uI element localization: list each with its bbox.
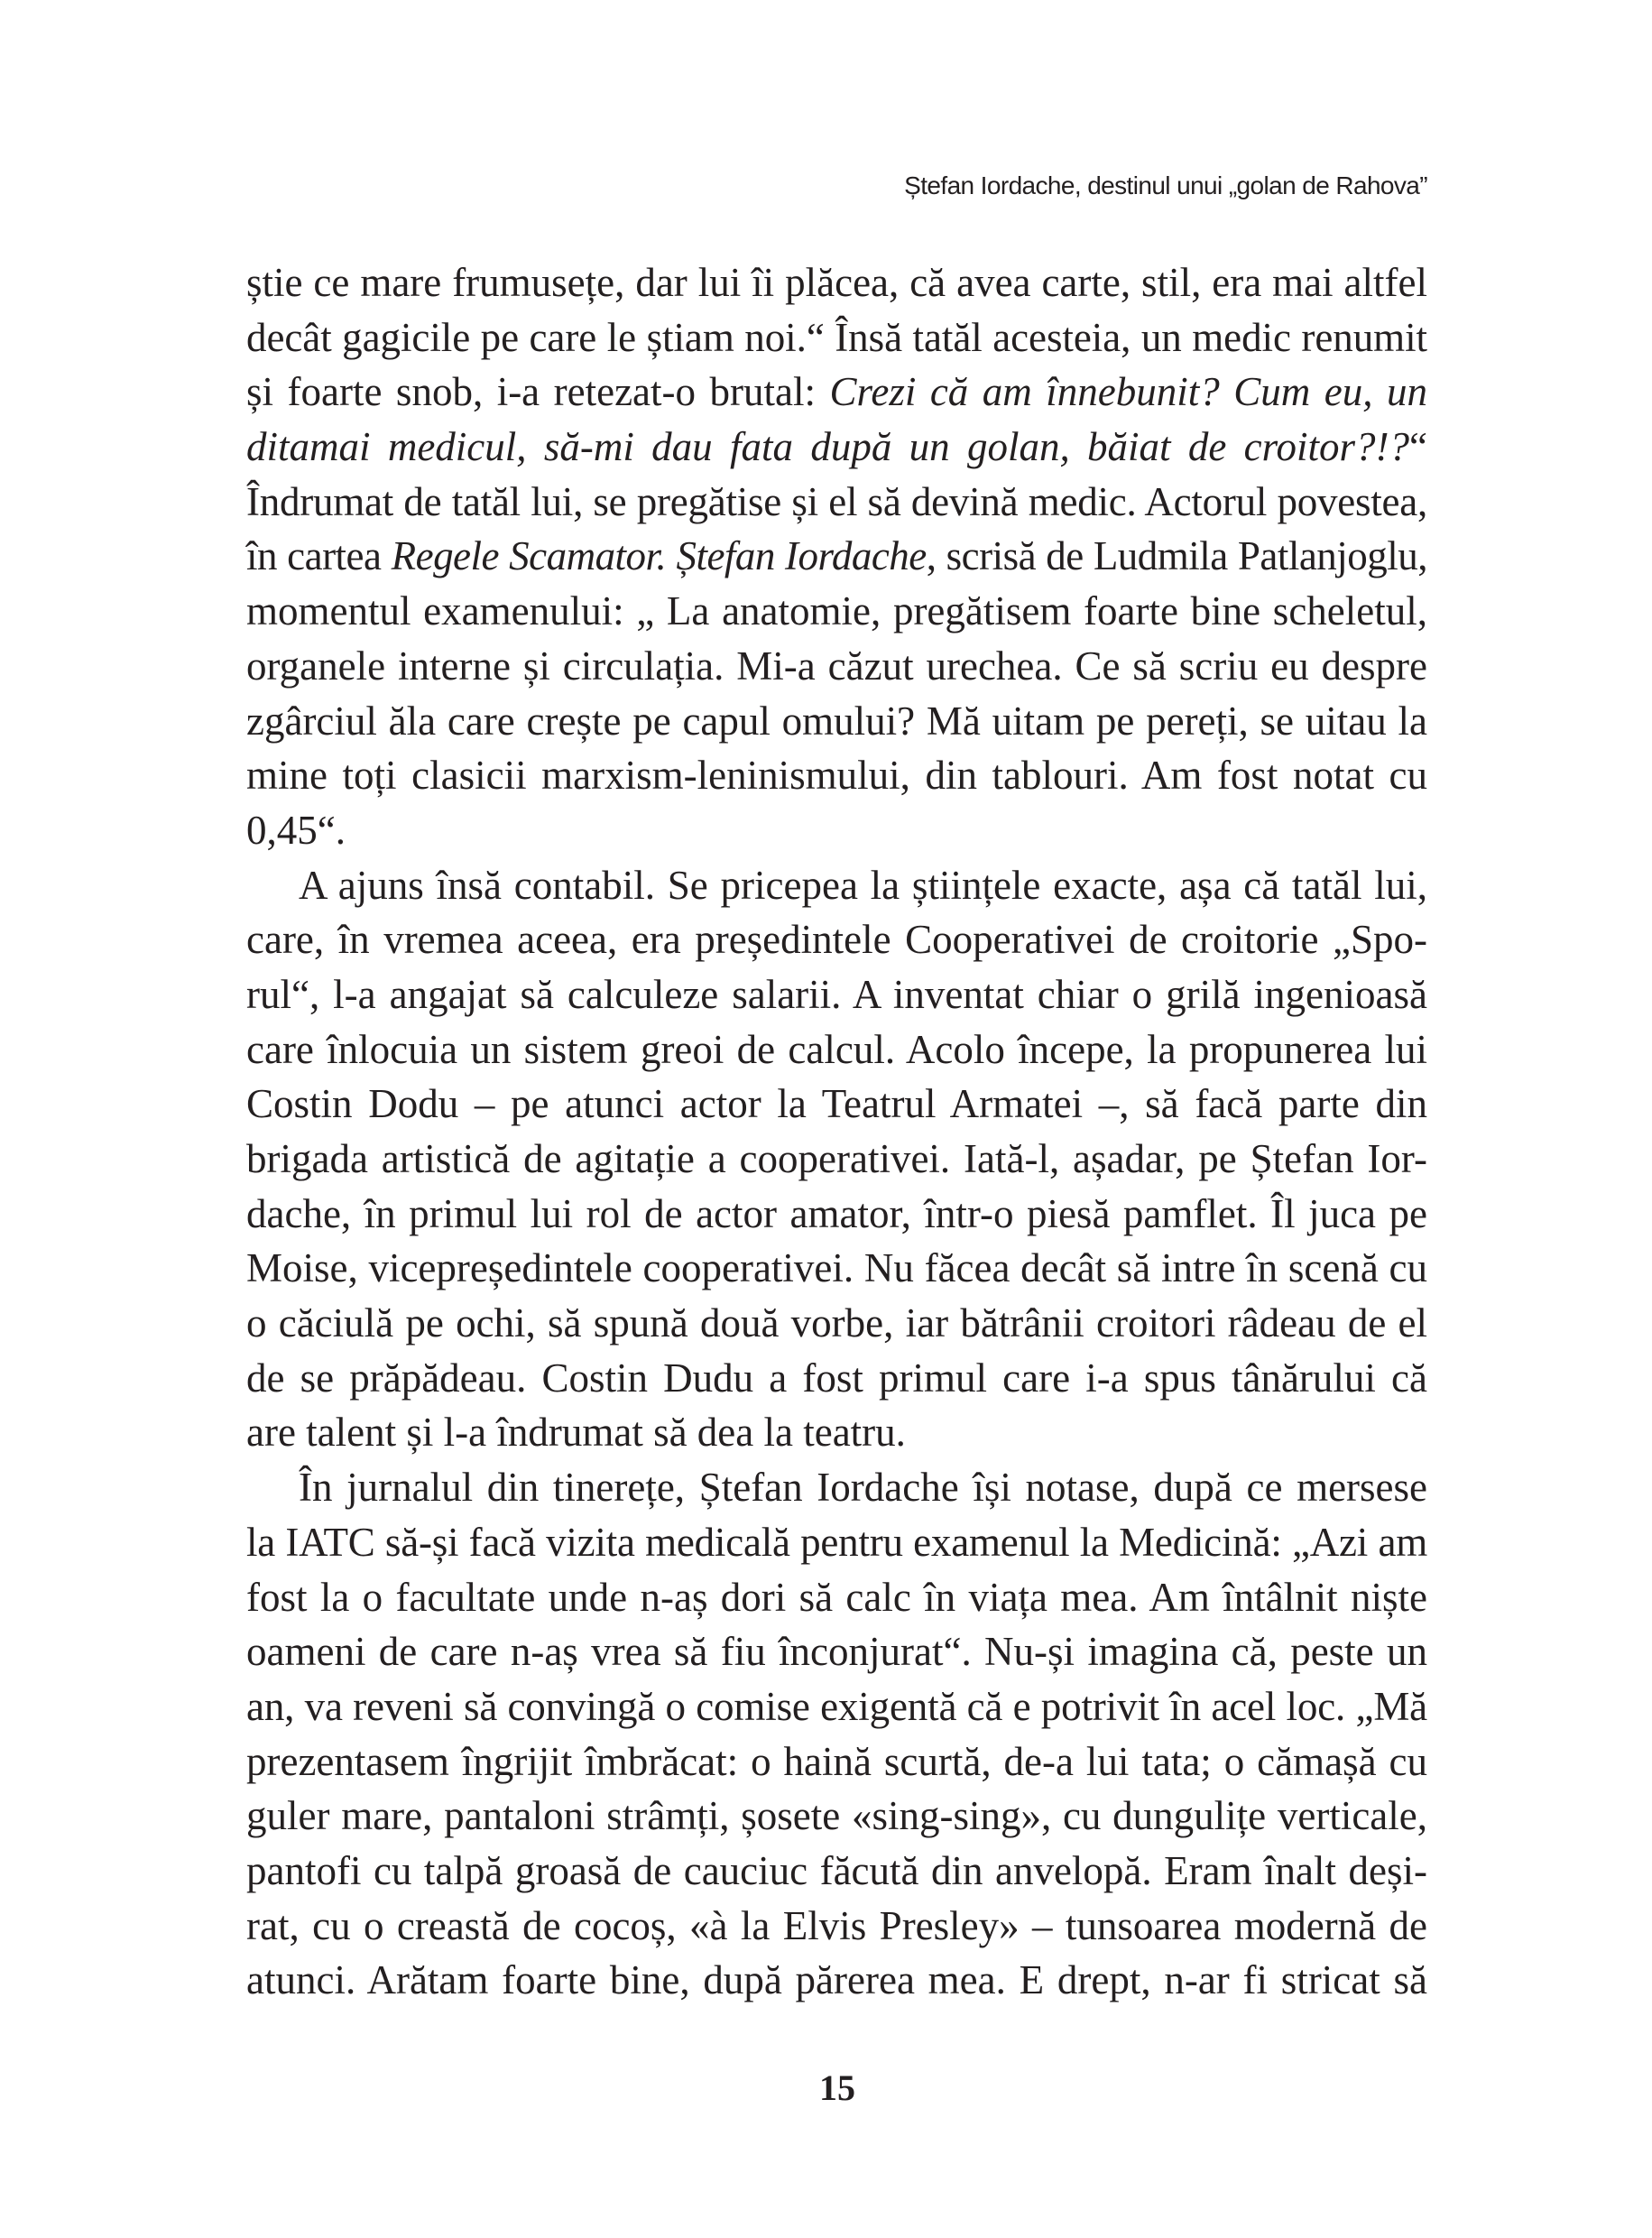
text-segment: momentul examenului: „ La anatomie, pregătisem foarte bine scheletul, — [246, 588, 1427, 634]
text-line — [246, 584, 1427, 639]
text-segment: zgârciul ăla care crește pe capul omului? Mă uitam pe pereți, se uitau la — [246, 698, 1427, 744]
text-segment: rul“, l-a angajat să calculeze salarii. A inventat chiar o grilă ingenioasă — [246, 971, 1427, 1017]
text-segment: dache, în primul lui rol de actor amator, într-o piesă pamflet. Îl juca pe — [246, 1190, 1427, 1236]
text-segment: 0,45“. — [246, 807, 346, 853]
text-segment: o căciulă pe ochi, să spună două vorbe, iar bătrânii croitori râdeau de el — [246, 1300, 1427, 1346]
text-line — [246, 1351, 1427, 1406]
text-segment: Moise, vicepreședintele cooperativei. Nu făcea decât să intre în scenă cu — [246, 1245, 1427, 1291]
text-line — [246, 1460, 1427, 1515]
text-line — [246, 365, 1427, 420]
text-segment: Costin Dodu – pe atunci actor la Teatrul Armatei –, să facă parte din — [246, 1081, 1427, 1127]
text-segment: organele interne și circulația. Mi-a căzut urechea. Ce să scriu eu despre — [246, 643, 1427, 689]
text-segment: A ajuns însă contabil. Se pricepea la științele exacte, așa că tatăl lui, — [299, 862, 1427, 908]
text-line — [246, 1077, 1427, 1132]
text-line — [246, 1515, 1427, 1570]
page-number: 15 — [819, 2067, 855, 2108]
text-segment: Îndrumat de tatăl lui, se pregătise și el să devină medic. Actorul povestea, — [246, 478, 1427, 524]
text-line — [246, 310, 1427, 365]
text-line — [246, 529, 1427, 584]
text-segment: care, în vremea aceea, era președintele Cooperativei de croitorie „Spo- — [246, 917, 1427, 963]
text-segment: rat, cu o creastă de cocoș, «à la Elvis Presley» – tunsoarea modernă de — [246, 1902, 1427, 1948]
text-segment: prezentasem îngrijit îmbrăcat: o haină scurtă, de-a lui tata; o cămașă cu — [246, 1738, 1427, 1784]
text-line — [246, 420, 1427, 475]
text-segment: În jurnalul din tinerețe, Ștefan Iordache își notase, după ce mersese — [299, 1465, 1427, 1511]
text-segment: oameni de care n-aș vrea să fiu înconjurat“. Nu-și imagina că, peste un — [246, 1629, 1427, 1675]
italic-text: ditamai medicul, să-mi dau fata după un golan, băiat de croitor?!? — [246, 424, 1410, 470]
text-line — [246, 1789, 1427, 1844]
text-line — [246, 1241, 1427, 1296]
text-line — [246, 1132, 1427, 1187]
running-header: Ștefan Iordache, destinul unui „golan de Rahova” — [904, 171, 1427, 199]
text-segment: pantofi cu talpă groasă de cauciuc făcută din anvelopă. Eram înalt deși- — [246, 1847, 1427, 1893]
text-segment: decât gagicile pe care le știam noi.“ Însă tatăl acesteia, un medic renumit — [246, 314, 1427, 360]
text-segment: fost la o facultate unde n-aș dori să calc în viața mea. Am întâlnit niște — [246, 1574, 1427, 1620]
text-segment: știe ce mare frumusețe, dar lui îi plăcea, că avea carte, stil, era mai altfel — [246, 260, 1427, 305]
text-segment: și foarte snob, i-a retezat-o brutal: — [246, 369, 830, 415]
text-segment: la IATC să-și facă vizita medicală pentru examenul la Medicină: „Azi am — [246, 1519, 1427, 1565]
text-segment: brigada artistică de agitație a cooperativei. Iată-l, așadar, pe Ștefan Ior- — [246, 1136, 1427, 1181]
text-segment: care înlocuia un sistem greoi de calcul. Acolo începe, la propunerea lui — [246, 1026, 1427, 1072]
text-segment: de se prăpădeau. Costin Dudu a fost primul care i-a spus tânărului că — [246, 1355, 1427, 1401]
text-line — [246, 694, 1427, 749]
text-line — [246, 1187, 1427, 1242]
text-line — [246, 1570, 1427, 1625]
text-line — [246, 858, 1427, 913]
text-segment: “ — [1409, 424, 1427, 470]
text-line — [246, 1405, 1427, 1460]
text-line — [246, 1734, 1427, 1789]
text-line — [246, 1679, 1427, 1734]
italic-text: Regele Scamator. Ștefan Iordache — [391, 533, 927, 579]
text-line — [246, 1022, 1427, 1077]
text-segment: guler mare, pantaloni strâmți, șosete «sing-sing», cu dungulițe verticale, — [246, 1793, 1427, 1839]
text-line — [246, 912, 1427, 967]
text-segment: , scrisă de Ludmila Patlanjoglu, — [926, 533, 1427, 579]
text-line — [246, 255, 1427, 310]
italic-text: Crezi că am înnebunit? Cum eu, un — [829, 369, 1427, 415]
text-line — [246, 803, 1427, 858]
text-segment: are talent și l-a îndrumat să dea la teatru. — [246, 1410, 906, 1456]
text-line — [246, 475, 1427, 530]
text-line — [246, 1624, 1427, 1679]
text-line — [246, 1899, 1427, 1954]
text-line — [246, 639, 1427, 694]
text-segment: mine toți clasicii marxism-leninismului, din tablouri. Am fost notat cu — [246, 753, 1427, 799]
text-segment: atunci. Arătam foarte bine, după părerea mea. E drept, n-ar fi stricat să — [246, 1957, 1427, 2003]
text-line — [246, 1953, 1427, 2008]
text-segment: în cartea — [246, 533, 392, 579]
body-text — [246, 255, 1427, 2008]
text-line — [246, 967, 1427, 1022]
text-line — [246, 1844, 1427, 1899]
text-segment: an, va reveni să convingă o comise exigentă că e potrivit în acel loc. „Mă — [246, 1683, 1427, 1729]
text-line — [246, 1296, 1427, 1351]
text-line — [246, 748, 1427, 803]
